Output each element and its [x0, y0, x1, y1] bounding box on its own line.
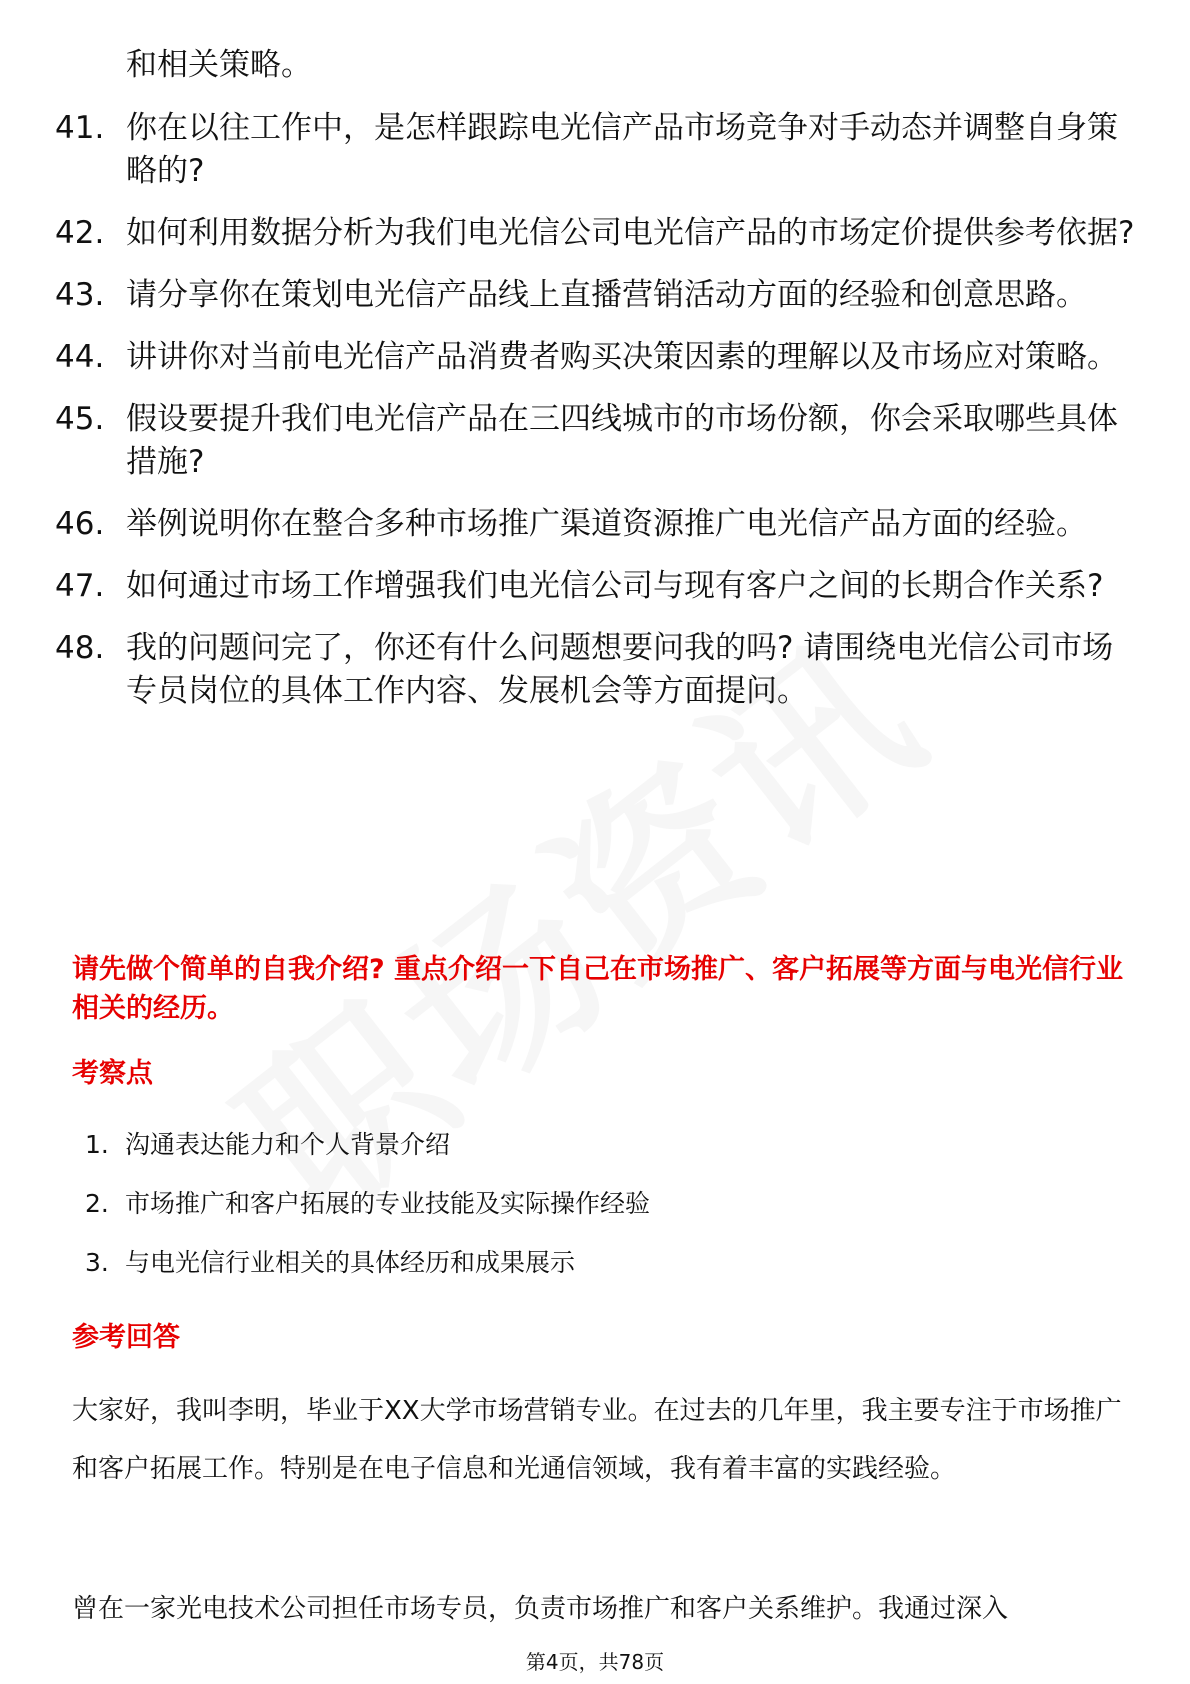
assessment-heading: 考察点: [72, 1058, 153, 1089]
assessment-item: [85, 1187, 1085, 1221]
reference-answer-heading: 参考回答: [72, 1322, 180, 1353]
question-number: 45.: [55, 401, 105, 437]
assessment-number: 2.: [85, 1189, 109, 1218]
assessment-list: [85, 1128, 1085, 1305]
question-number: 44.: [55, 339, 105, 375]
question-number: 48.: [55, 630, 105, 666]
assessment-text: 市场推广和客户拓展的专业技能及实际操作经验: [125, 1189, 651, 1218]
question-item: [55, 398, 1135, 484]
assessment-text: 沟通表达能力和个人背景介绍: [125, 1130, 451, 1159]
question-item: [55, 336, 1135, 379]
question-item: [55, 627, 1135, 713]
assessment-text: 与电光信行业相关的具体经历和成果展示: [125, 1248, 576, 1277]
highlighted-question: 请先做个简单的自我介绍? 重点介绍一下自己在市场推广、客户拓展等方面与电光信行业相关的经历。: [72, 954, 1124, 1024]
question-number: 41.: [55, 110, 105, 146]
question-item: [55, 107, 1135, 193]
assessment-item: [85, 1128, 1085, 1162]
assessment-number: 1.: [85, 1130, 109, 1159]
question-text: 假设要提升我们电光信产品在三四线城市的市场份额，你会采取哪些具体措施?: [126, 401, 1118, 480]
question-number: 46.: [55, 506, 105, 542]
answer-paragraph: 曾在一家光电技术公司担任市场专员，负责市场推广和客户关系维护。我通过深入: [72, 1594, 1009, 1624]
question-item: [55, 565, 1135, 608]
question-number: 42.: [55, 215, 105, 251]
question-text: 如何通过市场工作增强我们电光信公司与现有客户之间的长期合作关系?: [126, 568, 1104, 604]
question-item: [55, 212, 1135, 255]
question-item: [55, 503, 1135, 546]
question-item: [55, 274, 1135, 317]
page-footer: 第4页，共78页: [525, 1650, 665, 1674]
question-text: 我的问题问完了，你还有什么问题想要问我的吗? 请围绕电光信公司市场专员岗位的具体工作内容、发展机会等方面提问。: [126, 630, 1114, 709]
question-number: 43.: [55, 277, 105, 313]
assessment-item: [85, 1246, 1085, 1280]
question-text: 你在以往工作中，是怎样跟踪电光信产品市场竞争对手动态并调整自身策略的?: [126, 110, 1118, 189]
question-text: 讲讲你对当前电光信产品消费者购买决策因素的理解以及市场应对策略。: [126, 339, 1118, 375]
question-text: 请分享你在策划电光信产品线上直播营销活动方面的经验和创意思路。: [126, 277, 1087, 313]
question-list: [55, 44, 1135, 732]
assessment-number: 3.: [85, 1248, 109, 1277]
question-continuation: 和相关策略。: [126, 47, 312, 83]
question-number: 47.: [55, 568, 105, 604]
question-text: 举例说明你在整合多种市场推广渠道资源推广电光信产品方面的经验。: [126, 506, 1087, 542]
question-text: 如何利用数据分析为我们电光信公司电光信产品的市场定价提供参考依据?: [126, 215, 1135, 251]
answer-paragraph: 大家好，我叫李明，毕业于XX大学市场营销专业。在过去的几年里，我主要专注于市场推广和客户拓展工作。特别是在电子信息和光通信领域，我有着丰富的实践经验。: [72, 1396, 1122, 1484]
